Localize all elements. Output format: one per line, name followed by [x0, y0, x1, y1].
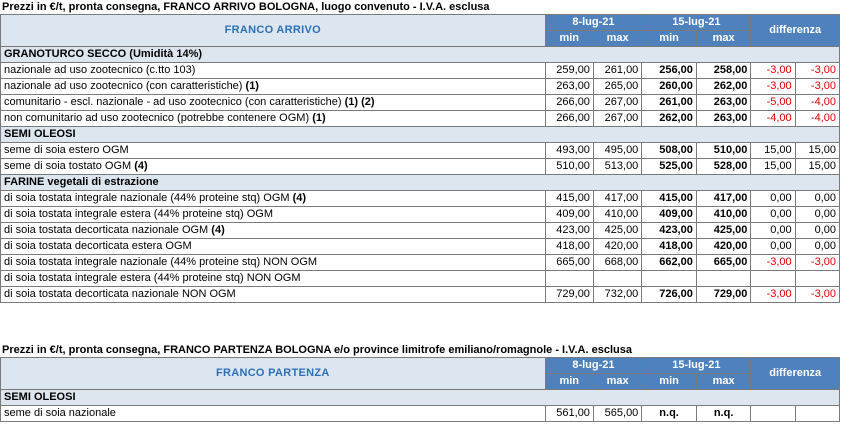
- min-header: min: [545, 374, 593, 390]
- curr-min: 260,00: [642, 79, 697, 95]
- prev-min: 266,00: [545, 111, 593, 127]
- curr-min: [642, 271, 697, 287]
- prev-min: 409,00: [545, 207, 593, 223]
- product-label: [1, 63, 546, 79]
- curr-max: 258,00: [696, 63, 751, 79]
- diff-max: 0,00: [795, 207, 839, 223]
- prev-max: 565,00: [593, 406, 641, 422]
- product-label: [1, 79, 546, 95]
- caption-franco-arrivo: Prezzi in €/t, pronta consegna, FRANCO ARRIVO BOLOGNA, luogo convenuto - I.V.A. esclusa: [2, 1, 490, 13]
- max-header: max: [593, 374, 641, 390]
- product-name: di soia tostata integrale estera (44% proteine stq) OGM: [4, 208, 274, 220]
- date-previous: 8-lug-21: [545, 358, 642, 374]
- product-name: seme di soia tostato OGM: [4, 160, 132, 172]
- curr-max: 729,00: [696, 287, 751, 303]
- product-label: [1, 143, 546, 159]
- prev-max: 267,00: [593, 95, 641, 111]
- diff-max: -4,00: [795, 111, 839, 127]
- table-row: [1, 191, 840, 207]
- curr-min: 409,00: [642, 207, 697, 223]
- curr-max: 510,00: [696, 143, 751, 159]
- curr-max: 262,00: [696, 79, 751, 95]
- table-row: [1, 95, 840, 111]
- product-name: di soia tostata integrale estera (44% proteine stq) NON OGM: [4, 272, 301, 284]
- curr-max: [696, 271, 751, 287]
- diff-max: -3,00: [795, 287, 839, 303]
- diff-min: 15,00: [751, 143, 795, 159]
- prev-min: 510,00: [545, 159, 593, 175]
- curr-max: 528,00: [696, 159, 751, 175]
- price-table-franco-arrivo: [0, 14, 840, 303]
- section-header: SEMI OLEOSI: [1, 127, 840, 143]
- curr-min: 262,00: [642, 111, 697, 127]
- curr-max: 425,00: [696, 223, 751, 239]
- product-name: di soia tostata integrale nazionale (44% proteine stq) NON OGM: [4, 256, 318, 268]
- section-header: FARINE vegetali di estrazione: [1, 175, 840, 191]
- prev-max: 420,00: [593, 239, 641, 255]
- diff-min: [751, 406, 795, 422]
- product-label: [1, 287, 546, 303]
- product-name: comunitario - escl. nazionale - ad uso zootecnico (con caratteristiche): [4, 96, 342, 108]
- table-title: FRANCO ARRIVO: [1, 15, 546, 47]
- diff-min: 0,00: [751, 191, 795, 207]
- differenza-header: differenza: [751, 15, 840, 47]
- product-name: non comunitario ad uso zootecnico (potrebbe contenere OGM): [4, 112, 310, 124]
- prev-max: 668,00: [593, 255, 641, 271]
- product-label: [1, 159, 546, 175]
- diff-max: 0,00: [795, 223, 839, 239]
- diff-min: -4,00: [751, 111, 795, 127]
- curr-max: 410,00: [696, 207, 751, 223]
- date-previous: 8-lug-21: [545, 15, 642, 31]
- prev-min: 665,00: [545, 255, 593, 271]
- prev-min: 729,00: [545, 287, 593, 303]
- product-name: di soia tostata decorticata estera OGM: [4, 240, 192, 252]
- curr-min: 418,00: [642, 239, 697, 255]
- price-table-franco-partenza: [0, 357, 840, 422]
- product-note: (4): [292, 192, 307, 204]
- prev-min: 561,00: [545, 406, 593, 422]
- curr-min: 256,00: [642, 63, 697, 79]
- prev-min: [545, 271, 593, 287]
- curr-max: n.q.: [696, 406, 751, 422]
- curr-max: 417,00: [696, 191, 751, 207]
- curr-min: 662,00: [642, 255, 697, 271]
- prev-max: [593, 271, 641, 287]
- diff-max: 15,00: [795, 159, 839, 175]
- product-label: [1, 271, 546, 287]
- table-row: [1, 111, 840, 127]
- curr-min: 423,00: [642, 223, 697, 239]
- prev-max: 410,00: [593, 207, 641, 223]
- prev-min: 263,00: [545, 79, 593, 95]
- diff-min: 15,00: [751, 159, 795, 175]
- table-row: [1, 223, 840, 239]
- max-header: max: [593, 31, 641, 47]
- curr-min: 261,00: [642, 95, 697, 111]
- product-note: (1) (2): [344, 96, 375, 108]
- product-note: (1): [245, 80, 259, 92]
- table-title: FRANCO PARTENZA: [1, 358, 546, 390]
- product-label: [1, 207, 546, 223]
- prev-min: 493,00: [545, 143, 593, 159]
- prev-min: 415,00: [545, 191, 593, 207]
- diff-max: [795, 271, 839, 287]
- diff-min: -5,00: [751, 95, 795, 111]
- diff-max: [795, 406, 839, 422]
- curr-min: 415,00: [642, 191, 697, 207]
- table-row: [1, 287, 840, 303]
- section-header: GRANOTURCO SECCO (Umidità 14%): [1, 47, 840, 63]
- product-note: (1): [312, 112, 326, 124]
- diff-max: -3,00: [795, 255, 839, 271]
- max-header: max: [696, 374, 751, 390]
- table-row: [1, 79, 840, 95]
- table-row: [1, 255, 840, 271]
- prev-max: 261,00: [593, 63, 641, 79]
- diff-min: 0,00: [751, 223, 795, 239]
- product-name: seme di soia estero OGM: [4, 144, 129, 156]
- curr-min: n.q.: [642, 406, 697, 422]
- prev-max: 417,00: [593, 191, 641, 207]
- product-note: (4): [134, 160, 148, 172]
- table-row: [1, 63, 840, 79]
- diff-min: -3,00: [751, 79, 795, 95]
- product-label: [1, 191, 546, 207]
- product-label: [1, 239, 546, 255]
- product-name: nazionale ad uso zootecnico (con caratteristiche): [4, 80, 243, 92]
- min-header: min: [545, 31, 593, 47]
- curr-max: 420,00: [696, 239, 751, 255]
- prev-max: 495,00: [593, 143, 641, 159]
- diff-max: -3,00: [795, 79, 839, 95]
- min-header: min: [642, 374, 697, 390]
- prev-max: 513,00: [593, 159, 641, 175]
- prev-max: 425,00: [593, 223, 641, 239]
- product-label: [1, 406, 546, 422]
- product-note: (4): [211, 224, 225, 236]
- diff-min: 0,00: [751, 239, 795, 255]
- product-name: di soia tostata decorticata nazionale NON OGM: [4, 288, 236, 300]
- product-name: di soia tostata decorticata nazionale OGM: [4, 224, 209, 236]
- date-current: 15-lug-21: [642, 15, 751, 31]
- min-header: min: [642, 31, 697, 47]
- diff-max: 0,00: [795, 239, 839, 255]
- diff-min: -3,00: [751, 287, 795, 303]
- table-row: [1, 271, 840, 287]
- diff-max: -3,00: [795, 63, 839, 79]
- product-name: nazionale ad uso zootecnico (c.tto 103): [4, 64, 196, 76]
- table-row: [1, 159, 840, 175]
- curr-max: 263,00: [696, 111, 751, 127]
- diff-max: -4,00: [795, 95, 839, 111]
- prev-min: 266,00: [545, 95, 593, 111]
- curr-max: 263,00: [696, 95, 751, 111]
- product-label: [1, 111, 546, 127]
- section-header: SEMI OLEOSI: [1, 390, 840, 406]
- diff-max: 0,00: [795, 191, 839, 207]
- table-row: [1, 207, 840, 223]
- table-row: [1, 406, 840, 422]
- prev-min: 418,00: [545, 239, 593, 255]
- differenza-header: differenza: [751, 358, 840, 390]
- product-label: [1, 255, 546, 271]
- curr-min: 525,00: [642, 159, 697, 175]
- product-label: [1, 95, 546, 111]
- date-current: 15-lug-21: [642, 358, 751, 374]
- prev-min: 259,00: [545, 63, 593, 79]
- max-header: max: [696, 31, 751, 47]
- diff-min: -3,00: [751, 63, 795, 79]
- prev-max: 732,00: [593, 287, 641, 303]
- curr-min: 508,00: [642, 143, 697, 159]
- prev-max: 265,00: [593, 79, 641, 95]
- product-name: di soia tostata integrale nazionale (44% proteine stq) OGM: [4, 192, 290, 204]
- table-row: [1, 239, 840, 255]
- diff-min: -3,00: [751, 255, 795, 271]
- diff-min: [751, 271, 795, 287]
- diff-max: 15,00: [795, 143, 839, 159]
- product-name: seme di soia nazionale: [4, 407, 116, 419]
- prev-min: 423,00: [545, 223, 593, 239]
- curr-max: 665,00: [696, 255, 751, 271]
- curr-min: 726,00: [642, 287, 697, 303]
- diff-min: 0,00: [751, 207, 795, 223]
- prev-max: 267,00: [593, 111, 641, 127]
- caption-franco-partenza: Prezzi in €/t, pronta consegna, FRANCO PARTENZA BOLOGNA e/o province limitrofe emiliano/romagnole - I.V.A. esclusa: [2, 344, 632, 356]
- product-label: [1, 223, 546, 239]
- table-row: [1, 143, 840, 159]
